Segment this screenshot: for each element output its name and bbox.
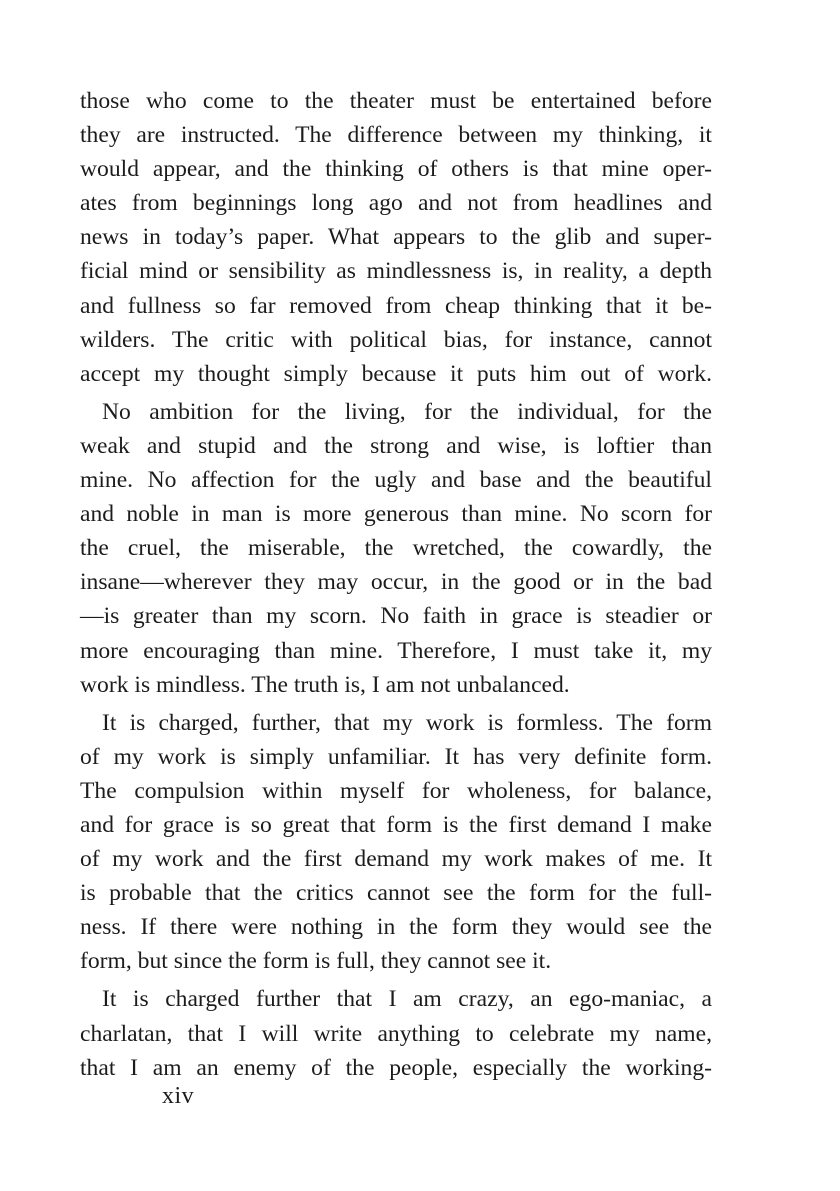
text-line: accept my thought simply because it puts him out of work. [80,360,712,387]
page-number: xiv [162,1083,195,1109]
text-line: and noble in man is more generous than mine. No scorn for [80,501,712,528]
text-line: that I am an enemy of the people, especially the working- [80,1054,712,1081]
paragraph [80,706,712,979]
text-line: of my work is simply unfamiliar. It has very definite form. [80,743,712,770]
text-line: work is mindless. The truth is, I am not unbalanced. [80,671,570,698]
text-line: ates from beginnings long ago and not from headlines and [80,190,712,217]
text-line: news in today’s paper. What appears to the glib and super- [80,224,712,251]
text-line: the cruel, the miserable, the wretched, the cowardly, the [80,535,712,562]
text-line: more encouraging than mine. Therefore, I must take it, my [80,637,712,664]
text-line: It is charged, further, that my work is formless. The form [102,709,712,736]
text-line: they are instructed. The difference between my thinking, it [80,122,712,149]
text-line: insane—wherever they may occur, in the good or in the bad [80,569,712,596]
text-line: ness. If there were nothing in the form they would see the [80,914,712,941]
text-line: No ambition for the living, for the individual, for the [102,398,712,425]
text-line: —is greater than my scorn. No faith in grace is steadier or [80,603,712,630]
body-text [80,84,712,1085]
paragraph [80,982,712,1084]
text-line: those who come to the theater must be entertained before [80,88,712,114]
text-line: wilders. The critic with political bias, for instance, cannot [80,326,712,353]
text-line: of my work and the first demand my work makes of me. It [80,846,712,873]
text-line: It is charged further that I am crazy, an ego-maniac, a [102,986,712,1013]
text-line: mine. No affection for the ugly and base and the beautiful [80,467,712,494]
text-line: is probable that the critics cannot see the form for the full- [80,880,712,907]
paragraph [80,395,712,702]
text-line: form, but since the form is full, they cannot see it. [80,948,552,975]
text-line: would appear, and the thinking of others is that mine oper- [80,156,712,183]
text-line: ficial mind or sensibility as mindlessness is, in reality, a depth [80,258,712,285]
text-line: weak and stupid and the strong and wise, is loftier than [80,432,712,459]
text-line: and fullness so far removed from cheap thinking that it be- [80,292,712,319]
text-line: charlatan, that I will write anything to celebrate my name, [80,1020,712,1047]
paragraph [80,84,712,391]
text-line: and for grace is so great that form is the first demand I make [80,811,712,838]
text-line: The compulsion within myself for wholeness, for balance, [80,777,712,804]
